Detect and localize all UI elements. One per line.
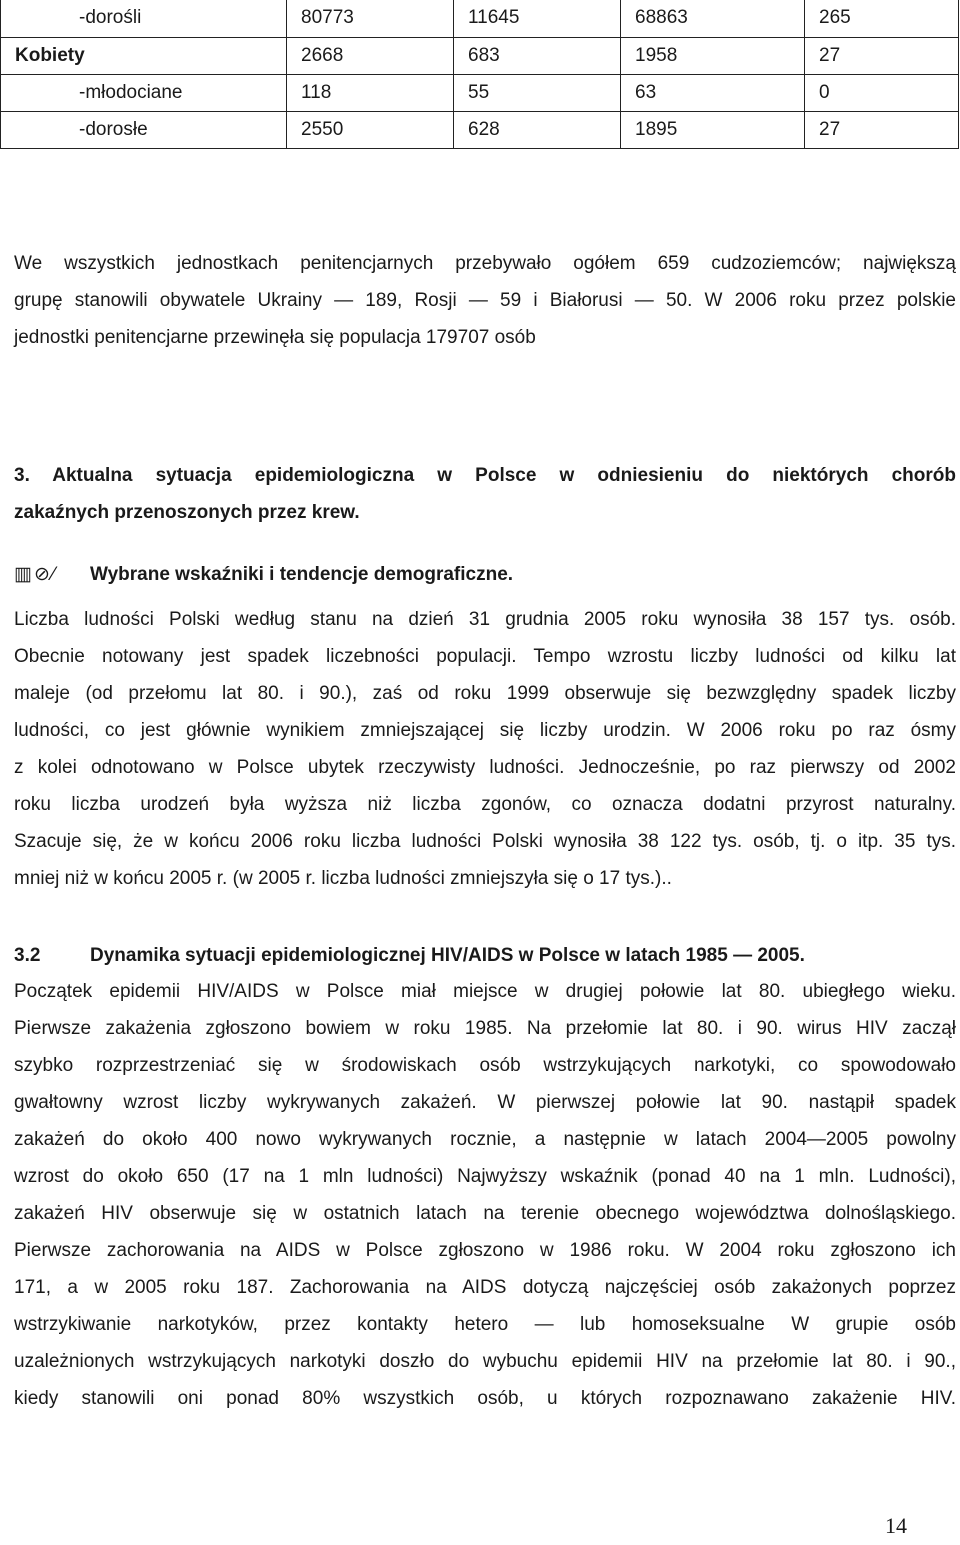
text-line: Liczba ludności Polski według stanu na dzień 31 grudnia 2005 roku wynosiła 38 157 tys. osób. (14, 609, 956, 630)
text-line: Pierwsze zakażenia zgłoszono bowiem w roku 1985. Na przełomie lat 80. i 90. wirus HIV zaczął (14, 1018, 956, 1039)
table-row (1, 74, 959, 111)
table-cell: 27 (805, 111, 959, 148)
text-line: wzrost do około 650 (17 na 1 mln ludności) Najwyższy wskaźnik (ponad 40 na 1 mln. Ludności), (14, 1166, 956, 1187)
heading-line: 3. Aktualna sytuacja epidemiologiczna w Polsce w odniesieniu do niektórych chorób (14, 465, 956, 486)
text-line: zakażeń do około 400 nowo wykrywanych rocznie, a następnie w latach 2004—2005 powolny (14, 1129, 956, 1150)
table-cell: 1895 (621, 111, 805, 148)
text-line: Początek epidemii HIV/AIDS w Polsce miał miejsce w drugiej połowie lat 80. ubiegłego wieku. (14, 981, 956, 1002)
table-cell: 0 (805, 74, 959, 111)
section-title: Dynamika sytuacji epidemiologicznej HIV/AIDS w Polsce w latach 1985 — 2005. (90, 945, 805, 966)
text-line: jednostki penitencjarne przewinęła się populacja 179707 osób (14, 327, 536, 348)
row-label: Kobiety (1, 37, 287, 74)
section-3-2-heading (14, 937, 805, 974)
row-label: -dorośli (1, 0, 287, 37)
row-label: -dorosłe (1, 111, 287, 148)
table-cell: 2668 (287, 37, 454, 74)
page-number: 14 (885, 1513, 907, 1538)
heading-line: zakaźnych przenoszonych przez krew. (14, 502, 360, 523)
table-row (1, 37, 959, 74)
text-line: roku liczba urodzeń była wyższa niż liczba zgonów, co oznacza dodatni przyrost naturalny. (14, 794, 956, 815)
table-cell: 68863 (621, 0, 805, 37)
text-line: Szacuje się, że w końcu 2006 roku liczba ludności Polski wynosiła 38 122 tys. osób, tj. o itp. 35 tys. (14, 831, 956, 852)
table-cell: 265 (805, 0, 959, 37)
text-line: We wszystkich jednostkach penitencjarnych przebywało ogółem 659 cudzoziemców; największą (14, 253, 956, 274)
paragraph-foreigners (14, 245, 956, 356)
text-line: Obecnie notowany jest spadek liczebności populacji. Tempo wzrostu liczby ludności od kilku lat (14, 646, 956, 667)
text-line: maleje (od przełomu lat 80. i 90.), zaś od roku 1999 obserwuje się bezwzględny spadek liczby (14, 683, 956, 704)
table-row (1, 111, 959, 148)
text-line: z kolei odnotowano w Polsce ubytek rzeczywisty ludności. Jednocześnie, po raz pierwszy od 2002 (14, 757, 956, 778)
text-line: ludności, co jest głównie wynikiem zmniejszającej się liczby urodzin. W 2006 roku po raz ósmy (14, 720, 956, 741)
table-cell: 80773 (287, 0, 454, 37)
table-cell: 118 (287, 74, 454, 111)
table-cell: 27 (805, 37, 959, 74)
row-label: -młodociane (1, 74, 287, 111)
text-line: 171, a w 2005 roku 187. Zachorowania na AIDS dotyczą najczęściej osób zakażonych poprzez (14, 1277, 956, 1298)
table-cell: 11645 (454, 0, 621, 37)
table-cell: 1958 (621, 37, 805, 74)
table-cell: 63 (621, 74, 805, 111)
statistics-table (0, 0, 959, 149)
text-line: zakażeń HIV obserwuje się w ostatnich latach na terenie obecnego województwa dolnośląskiego. (14, 1203, 956, 1224)
table-cell: 683 (454, 37, 621, 74)
text-line: wstrzykiwanie narkotyków, przez kontakty hetero — lub homoseksualne W grupie osób (14, 1314, 956, 1335)
paragraph-demographics (14, 601, 956, 897)
text-line: kiedy stanowili oni ponad 80% wszystkich osób, u których rozpoznawano zakażenie HIV. (14, 1388, 956, 1409)
text-line: szybko rozprzestrzeniać się w środowiskach osób wstrzykujących narkotyki, co spowodowało (14, 1055, 956, 1076)
section-3-heading (14, 457, 956, 531)
section-3-1-heading (14, 556, 513, 593)
table-cell: 2550 (287, 111, 454, 148)
paragraph-hiv-dynamics (14, 973, 956, 1417)
text-line: gwałtowny wzrost liczby wykrywanych zakażeń. W pierwszej połowie lat 90. nastąpił spadek (14, 1092, 956, 1113)
text-line: grupę stanowili obywatele Ukrainy — 189, Rosji — 59 i Białorusi — 50. W 2006 roku przez polskie (14, 290, 956, 311)
text-line: mniej niż w końcu 2005 r. (w 2005 r. liczba ludności zmniejszyła się o 17 tys.).. (14, 868, 672, 889)
table-row (1, 0, 959, 37)
text-line: Pierwsze zachorowania na AIDS w Polsce zgłoszono w 1986 roku. W 2004 roku zgłoszono ich (14, 1240, 956, 1261)
table-cell: 55 (454, 74, 621, 111)
section-number-symbol: ▥⊘⁄ (14, 564, 58, 585)
table-cell: 628 (454, 111, 621, 148)
text-line: uzależnionych wstrzykujących narkotyki doszło do wybuchu epidemii HIV na przełomie lat 80. i 90., (14, 1351, 956, 1372)
section-title: Wybrane wskaźniki i tendencje demograficzne. (90, 564, 514, 585)
section-number: 3.2 (14, 945, 41, 966)
